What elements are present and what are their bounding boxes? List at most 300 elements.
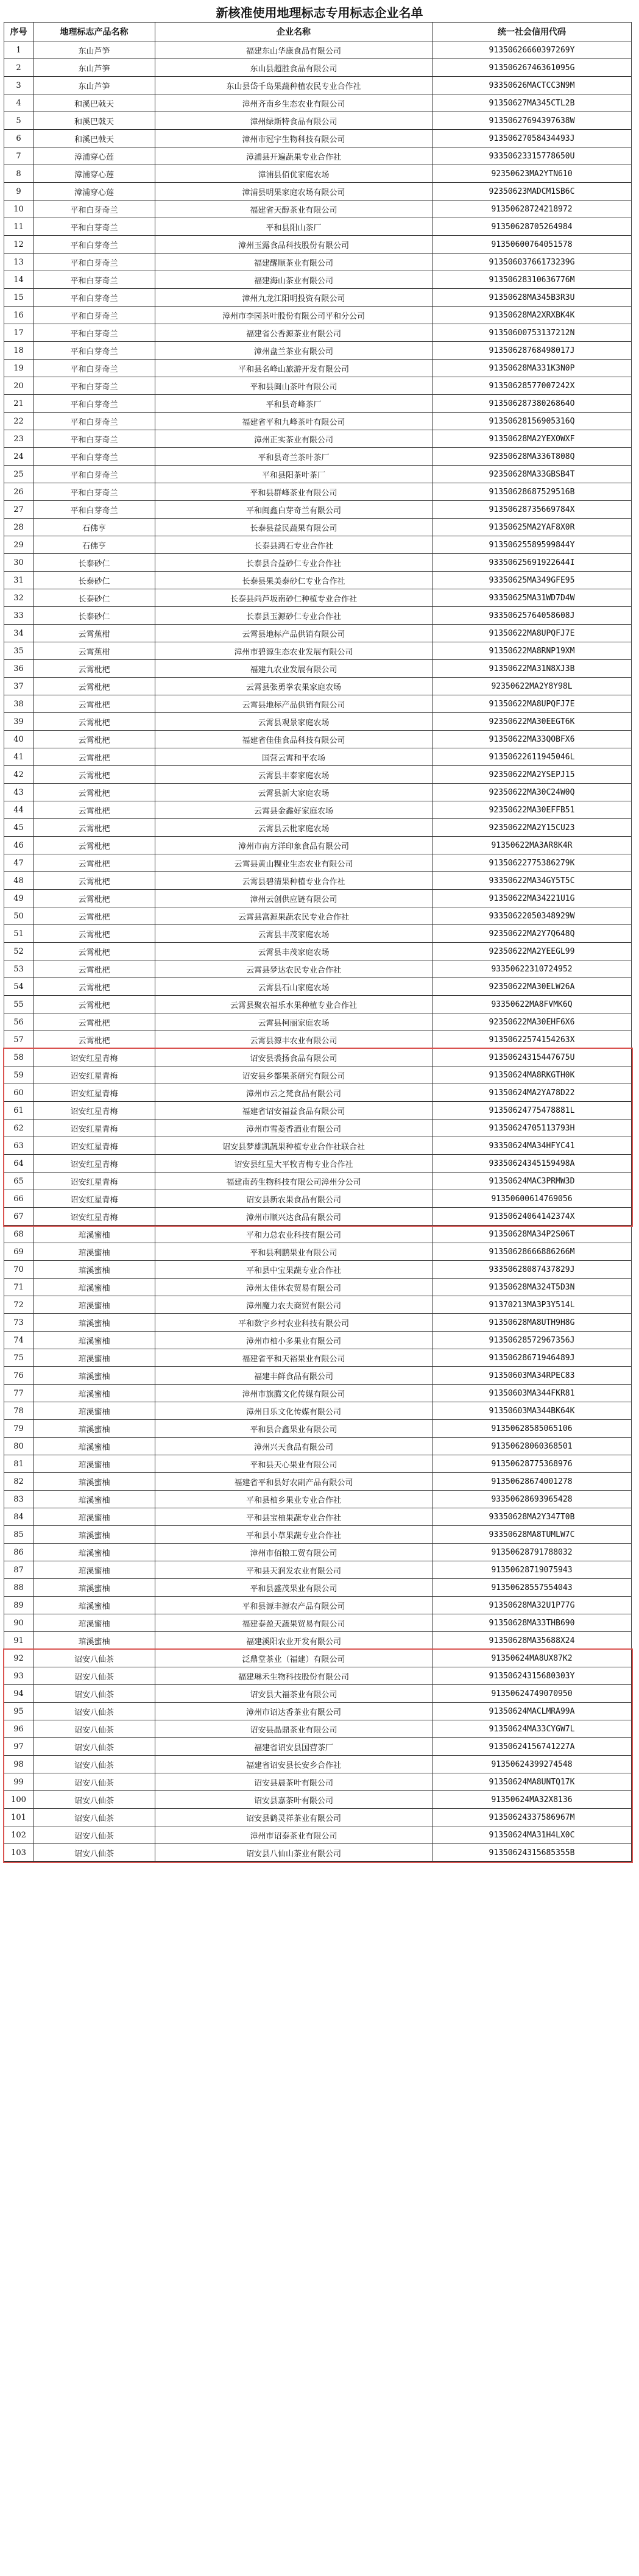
serial-cell: 32 [4, 589, 34, 607]
table-row [4, 483, 632, 501]
product-cell: 平和白芽奇兰 [34, 395, 155, 413]
credit-code-cell: 93350624MA34HFYC41 [432, 1137, 632, 1155]
credit-code-cell: 91350622574154263X [432, 1031, 632, 1049]
table-row [4, 395, 632, 413]
product-cell: 诏安红星青梅 [34, 1049, 155, 1066]
credit-code-cell: 91350624315685355B [432, 1844, 632, 1862]
enterprise-cell: 长泰县玉源砂仁专业合作社 [155, 607, 432, 625]
credit-code-cell: 93350628MA8TUMLW7C [432, 1526, 632, 1544]
table-row [4, 501, 632, 519]
credit-code-cell: 92350622MA30C24W0Q [432, 784, 632, 801]
product-cell: 云霄枇杷 [34, 978, 155, 996]
serial-cell: 43 [4, 784, 34, 801]
header-serial: 序号 [4, 23, 34, 41]
serial-cell: 63 [4, 1137, 34, 1155]
product-cell: 琯溪蜜柚 [34, 1508, 155, 1526]
product-cell: 琯溪蜜柚 [34, 1385, 155, 1402]
enterprise-cell: 福建九农业发展有限公司 [155, 660, 432, 678]
product-cell: 云霄枇杷 [34, 943, 155, 960]
credit-code-cell: 92350622MA2Y7Q648Q [432, 925, 632, 943]
credit-code-cell: 91350624315680303Y [432, 1667, 632, 1685]
enterprise-cell: 诏安县嘉茶叶有限公司 [155, 1791, 432, 1809]
credit-code-cell: 91350628585065106 [432, 1420, 632, 1438]
product-cell: 平和白芽奇兰 [34, 413, 155, 430]
credit-code-cell: 91350628MA331K3N0P [432, 360, 632, 377]
serial-cell: 70 [4, 1261, 34, 1279]
credit-code-cell: 91350624337586967M [432, 1809, 632, 1826]
serial-cell: 28 [4, 519, 34, 536]
enterprise-cell: 福建泰盈天蔬果贸易有限公司 [155, 1614, 432, 1632]
credit-code-cell: 91350626746361095G [432, 59, 632, 77]
serial-cell: 81 [4, 1455, 34, 1473]
serial-cell: 46 [4, 837, 34, 854]
serial-cell: 71 [4, 1279, 34, 1296]
credit-code-cell: 91350625MA2YAF8X0R [432, 519, 632, 536]
enterprise-cell: 漳州齐南乡生态农业有限公司 [155, 94, 432, 112]
product-cell: 琯溪蜜柚 [34, 1349, 155, 1367]
table-row [4, 112, 632, 130]
product-cell: 诏安八仙茶 [34, 1826, 155, 1844]
table-row [4, 377, 632, 395]
credit-code-cell: 91350624MAC3PRMW3D [432, 1173, 632, 1190]
enterprise-cell: 福建省佳佳食品科技有限公司 [155, 731, 432, 748]
enterprise-cell: 福建海山茶业有限公司 [155, 271, 432, 289]
credit-code-cell: 91350628775368976 [432, 1455, 632, 1473]
serial-cell: 3 [4, 77, 34, 94]
enterprise-cell: 漳州市诏泰茶业有限公司 [155, 1826, 432, 1844]
table-row [4, 572, 632, 589]
credit-code-cell: 91350628MA324T5D3N [432, 1279, 632, 1296]
serial-cell: 10 [4, 200, 34, 218]
table-row [4, 607, 632, 625]
enterprise-cell: 云霄县新大家庭农场 [155, 784, 432, 801]
enterprise-cell: 诏安县八仙山茶业有限公司 [155, 1844, 432, 1862]
product-cell: 琯溪蜜柚 [34, 1243, 155, 1261]
product-cell: 平和白芽奇兰 [34, 360, 155, 377]
table-row [4, 1844, 632, 1862]
serial-cell: 65 [4, 1173, 34, 1190]
table-row [4, 837, 632, 854]
enterprise-cell: 漳州云创供应链有限公司 [155, 890, 432, 907]
product-cell: 平和白芽奇兰 [34, 501, 155, 519]
credit-code-cell: 91350622MA8UPQFJ7E [432, 625, 632, 642]
credit-code-cell: 91350622MA8RNP19XM [432, 642, 632, 660]
serial-cell: 16 [4, 307, 34, 324]
serial-cell: 55 [4, 996, 34, 1013]
product-cell: 云霄枇杷 [34, 1013, 155, 1031]
serial-cell: 57 [4, 1031, 34, 1049]
enterprise-cell: 长泰县鸿石专业合作社 [155, 536, 432, 554]
serial-cell: 2 [4, 59, 34, 77]
enterprise-cell: 漳浦县开遍蔬果专业合作社 [155, 147, 432, 165]
serial-cell: 36 [4, 660, 34, 678]
serial-cell: 33 [4, 607, 34, 625]
table-row [4, 41, 632, 59]
credit-code-cell: 91350627058434493J [432, 130, 632, 147]
table-row [4, 1332, 632, 1349]
credit-code-cell: 91350624MA8RKGTH0K [432, 1066, 632, 1084]
table-row [4, 748, 632, 766]
product-cell: 诏安八仙茶 [34, 1738, 155, 1756]
enterprise-cell: 平和力总农业科技有限公司 [155, 1226, 432, 1243]
product-cell: 诏安八仙茶 [34, 1720, 155, 1738]
table-row [4, 1791, 632, 1809]
serial-cell: 101 [4, 1809, 34, 1826]
serial-cell: 6 [4, 130, 34, 147]
credit-code-cell: 91350628671946489J [432, 1349, 632, 1367]
credit-code-cell: 91350603766173239G [432, 254, 632, 271]
enterprise-cell: 平和县合鑫果业有限公司 [155, 1420, 432, 1438]
serial-cell: 95 [4, 1703, 34, 1720]
credit-code-cell: 91350600753137212N [432, 324, 632, 342]
enterprise-cell: 福建东山华康食品有限公司 [155, 41, 432, 59]
enterprise-cell: 云霄县张勇拳农果家庭农场 [155, 678, 432, 695]
credit-code-cell: 91350628577007242X [432, 377, 632, 395]
serial-cell: 37 [4, 678, 34, 695]
enterprise-cell: 平和县宝柚果蔬专业合作社 [155, 1508, 432, 1526]
table-row [4, 183, 632, 200]
serial-cell: 73 [4, 1314, 34, 1332]
enterprise-cell: 诏安县晨茶叶有限公司 [155, 1773, 432, 1791]
table-row [4, 1102, 632, 1119]
serial-cell: 67 [4, 1208, 34, 1226]
enterprise-cell: 云霄县丰茂家庭农场 [155, 925, 432, 943]
product-cell: 和溪巴戟天 [34, 112, 155, 130]
product-cell: 云霄枇杷 [34, 837, 155, 854]
serial-cell: 98 [4, 1756, 34, 1773]
serial-cell: 61 [4, 1102, 34, 1119]
enterprise-cell: 福建南药生物科技有限公司漳州分公司 [155, 1173, 432, 1190]
enterprise-cell: 漳州盘兰茶业有限公司 [155, 342, 432, 360]
table-row [4, 448, 632, 466]
table-row [4, 1809, 632, 1826]
credit-code-cell: 93350622MA34GY5T5C [432, 872, 632, 890]
serial-cell: 4 [4, 94, 34, 112]
serial-cell: 51 [4, 925, 34, 943]
product-cell: 琯溪蜜柚 [34, 1491, 155, 1508]
serial-cell: 58 [4, 1049, 34, 1066]
enterprise-cell: 漳浦县明果家庭农场有限公司 [155, 183, 432, 200]
enterprise-cell: 福建省平和天裕果业有限公司 [155, 1349, 432, 1367]
serial-cell: 80 [4, 1438, 34, 1455]
table-row [4, 1544, 632, 1561]
credit-code-cell: 91350600614769056 [432, 1190, 632, 1208]
table-row [4, 1119, 632, 1137]
table-row [4, 1208, 632, 1226]
credit-code-cell: 91350624MA31H4LX0C [432, 1826, 632, 1844]
table-row [4, 1632, 632, 1650]
serial-cell: 19 [4, 360, 34, 377]
product-cell: 和溪巴戟天 [34, 94, 155, 112]
credit-code-cell: 91350628768498017J [432, 342, 632, 360]
enterprise-cell: 云霄县地标产品供销有限公司 [155, 695, 432, 713]
product-cell: 平和白芽奇兰 [34, 377, 155, 395]
enterprise-cell: 长泰县果美泰砂仁专业合作社 [155, 572, 432, 589]
credit-code-cell: 91350603MA344BK64K [432, 1402, 632, 1420]
table-row [4, 1385, 632, 1402]
serial-cell: 77 [4, 1385, 34, 1402]
credit-code-cell: 93350622050348929W [432, 907, 632, 925]
serial-cell: 53 [4, 960, 34, 978]
product-cell: 平和白芽奇兰 [34, 448, 155, 466]
serial-cell: 103 [4, 1844, 34, 1862]
product-cell: 长泰砂仁 [34, 572, 155, 589]
table-row [4, 766, 632, 784]
serial-cell: 30 [4, 554, 34, 572]
credit-code-cell: 91350625589599844Y [432, 536, 632, 554]
product-cell: 琯溪蜜柚 [34, 1544, 155, 1561]
enterprise-cell: 漳州市顺兴达食品有限公司 [155, 1208, 432, 1226]
product-cell: 平和白芽奇兰 [34, 307, 155, 324]
enterprise-cell: 诏安县鹤灵祥茶业有限公司 [155, 1809, 432, 1826]
serial-cell: 27 [4, 501, 34, 519]
serial-cell: 62 [4, 1119, 34, 1137]
credit-code-cell: 92350622MA2Y8Y98L [432, 678, 632, 695]
product-cell: 诏安八仙茶 [34, 1791, 155, 1809]
enterprise-cell: 东山县超胜食品有限公司 [155, 59, 432, 77]
product-cell: 云霄枇杷 [34, 996, 155, 1013]
product-cell: 云霄枇杷 [34, 678, 155, 695]
credit-code-cell: 93350622MA8FVMK6Q [432, 996, 632, 1013]
enterprise-cell: 云霄县金鑫好家庭农场 [155, 801, 432, 819]
table-row [4, 1579, 632, 1597]
enterprise-table [4, 22, 632, 1862]
product-cell: 平和白芽奇兰 [34, 218, 155, 236]
enterprise-cell: 平和县盛茂果业有限公司 [155, 1579, 432, 1597]
product-cell: 云霄枇杷 [34, 854, 155, 872]
enterprise-cell: 漳州魔力农夫商贸有限公司 [155, 1296, 432, 1314]
credit-code-cell: 91350624705113793H [432, 1119, 632, 1137]
enterprise-cell: 福建省平和县好农副产品有限公司 [155, 1473, 432, 1491]
product-cell: 长泰砂仁 [34, 589, 155, 607]
table-row [4, 1190, 632, 1208]
credit-code-cell: 91350627694397638W [432, 112, 632, 130]
header-row [4, 23, 632, 41]
credit-code-cell: 92350622MA2Y15CU23 [432, 819, 632, 837]
serial-cell: 42 [4, 766, 34, 784]
credit-code-cell: 91350624MA8UNTQ17K [432, 1773, 632, 1791]
enterprise-cell: 漳州九龙江阳明投资有限公司 [155, 289, 432, 307]
header-product: 地理标志产品名称 [34, 23, 155, 41]
table-row [4, 1155, 632, 1173]
table-row [4, 254, 632, 271]
product-cell: 琯溪蜜柚 [34, 1526, 155, 1544]
enterprise-cell: 漳州绿斯特食品有限公司 [155, 112, 432, 130]
table-row [4, 59, 632, 77]
product-cell: 云霄蕉柑 [34, 625, 155, 642]
credit-code-cell: 93350624345159498A [432, 1155, 632, 1173]
serial-cell: 1 [4, 41, 34, 59]
serial-cell: 29 [4, 536, 34, 554]
enterprise-cell: 漳州市旗腾文化传媒有限公司 [155, 1385, 432, 1402]
product-cell: 诏安八仙茶 [34, 1773, 155, 1791]
serial-cell: 40 [4, 731, 34, 748]
serial-cell: 78 [4, 1402, 34, 1420]
enterprise-cell: 平和县小草果蔬专业合作社 [155, 1526, 432, 1544]
credit-code-cell: 91350628674001278 [432, 1473, 632, 1491]
product-cell: 诏安八仙茶 [34, 1685, 155, 1703]
credit-code-cell: 91350628310636776M [432, 271, 632, 289]
credit-code-cell: 91350603MA34RPEC83 [432, 1367, 632, 1385]
table-row [4, 1491, 632, 1508]
enterprise-cell: 诏安县晶鼎茶业有限公司 [155, 1720, 432, 1738]
table-row [4, 1226, 632, 1243]
credit-code-cell: 91350628156905316Q [432, 413, 632, 430]
serial-cell: 64 [4, 1155, 34, 1173]
enterprise-cell: 漳州市南方洋印象食品有限公司 [155, 837, 432, 854]
product-cell: 云霄枇杷 [34, 960, 155, 978]
table-row [4, 1561, 632, 1579]
product-cell: 诏安红星青梅 [34, 1102, 155, 1119]
product-cell: 诏安红星青梅 [34, 1084, 155, 1102]
table-row [4, 1031, 632, 1049]
enterprise-cell: 平和县名峰山旅游开发有限公司 [155, 360, 432, 377]
enterprise-cell: 平和县阳山茶厂 [155, 218, 432, 236]
serial-cell: 5 [4, 112, 34, 130]
credit-code-cell: 92350622MA30ELW26A [432, 978, 632, 996]
enterprise-cell: 平和县天心果业有限公司 [155, 1455, 432, 1473]
credit-code-cell: 91350628060368501 [432, 1438, 632, 1455]
credit-code-cell: 91350624064142374X [432, 1208, 632, 1226]
table-row [4, 1137, 632, 1155]
product-cell: 琯溪蜜柚 [34, 1614, 155, 1632]
enterprise-cell: 云霄县观景家庭农场 [155, 713, 432, 731]
credit-code-cell: 91350628MA32U1P77G [432, 1597, 632, 1614]
serial-cell: 38 [4, 695, 34, 713]
table-row [4, 1279, 632, 1296]
serial-cell: 12 [4, 236, 34, 254]
table-row [4, 77, 632, 94]
enterprise-cell: 漳州市冠宇生物科技有限公司 [155, 130, 432, 147]
product-cell: 云霄枇杷 [34, 766, 155, 784]
credit-code-cell: 91350628719075943 [432, 1561, 632, 1579]
serial-cell: 82 [4, 1473, 34, 1491]
serial-cell: 69 [4, 1243, 34, 1261]
table-row [4, 1049, 632, 1066]
enterprise-cell: 云霄县源丰农业有限公司 [155, 1031, 432, 1049]
table-row [4, 307, 632, 324]
product-cell: 云霄枇杷 [34, 748, 155, 766]
credit-code-cell: 91350627MA345CTL2B [432, 94, 632, 112]
serial-cell: 17 [4, 324, 34, 342]
serial-cell: 94 [4, 1685, 34, 1703]
table-row [4, 1473, 632, 1491]
enterprise-cell: 平和县天润发农业有限公司 [155, 1561, 432, 1579]
product-cell: 诏安八仙茶 [34, 1650, 155, 1667]
credit-code-cell: 91350624775478881L [432, 1102, 632, 1119]
product-cell: 平和白芽奇兰 [34, 342, 155, 360]
serial-cell: 45 [4, 819, 34, 837]
serial-cell: 88 [4, 1579, 34, 1597]
table-row [4, 289, 632, 307]
product-cell: 漳浦穿心莲 [34, 147, 155, 165]
enterprise-cell: 漳州玉露食品科技股份有限公司 [155, 236, 432, 254]
credit-code-cell: 93350622310724952 [432, 960, 632, 978]
credit-code-cell: 91350624399274548 [432, 1756, 632, 1773]
credit-code-cell: 93350628MA2Y347T0B [432, 1508, 632, 1526]
credit-code-cell: 91350626660397269Y [432, 41, 632, 59]
table-row [4, 1261, 632, 1279]
credit-code-cell: 91350628687529516B [432, 483, 632, 501]
table-row [4, 1773, 632, 1791]
table-row [4, 236, 632, 254]
enterprise-cell: 平和县阳茶叶茶厂 [155, 466, 432, 483]
serial-cell: 66 [4, 1190, 34, 1208]
enterprise-cell: 云霄县黄山粿业生态农业有限公司 [155, 854, 432, 872]
credit-code-cell: 91350628MA345B3R3U [432, 289, 632, 307]
serial-cell: 25 [4, 466, 34, 483]
credit-code-cell: 91350628705264984 [432, 218, 632, 236]
serial-cell: 89 [4, 1597, 34, 1614]
product-cell: 诏安红星青梅 [34, 1155, 155, 1173]
credit-code-cell: 91370213MA3P3Y514L [432, 1296, 632, 1314]
enterprise-cell: 漳州太佳休农贸易有限公司 [155, 1279, 432, 1296]
serial-cell: 91 [4, 1632, 34, 1650]
product-cell: 云霄枇杷 [34, 890, 155, 907]
enterprise-cell: 诏安县红星大平牧青梅专业合作社 [155, 1155, 432, 1173]
enterprise-cell: 平和县群峰茶业有限公司 [155, 483, 432, 501]
table-row [4, 536, 632, 554]
product-cell: 平和白芽奇兰 [34, 254, 155, 271]
enterprise-cell: 平和县闽山茶叶有限公司 [155, 377, 432, 395]
enterprise-cell: 平和县奇兰茶叶茶厂 [155, 448, 432, 466]
enterprise-cell: 漳州市雪菱香酒业有限公司 [155, 1119, 432, 1137]
credit-code-cell: 91350600764051578 [432, 236, 632, 254]
product-cell: 诏安八仙茶 [34, 1756, 155, 1773]
serial-cell: 97 [4, 1738, 34, 1756]
enterprise-cell: 云霄县丰泰家庭农场 [155, 766, 432, 784]
table-row [4, 713, 632, 731]
enterprise-cell: 平和县柚乡果业专业合作社 [155, 1491, 432, 1508]
product-cell: 琯溪蜜柚 [34, 1226, 155, 1243]
table-row [4, 430, 632, 448]
document-title: 新核准使用地理标志专用标志企业名单 [216, 5, 423, 20]
credit-code-cell: 93350625691922644I [432, 554, 632, 572]
enterprise-cell: 长泰县尚芦坂南砂仁种植专业合作社 [155, 589, 432, 607]
product-cell: 云霄枇杷 [34, 819, 155, 837]
product-cell: 平和白芽奇兰 [34, 430, 155, 448]
serial-cell: 11 [4, 218, 34, 236]
serial-cell: 39 [4, 713, 34, 731]
table-row [4, 165, 632, 183]
serial-cell: 75 [4, 1349, 34, 1367]
table-row [4, 554, 632, 572]
table-row [4, 660, 632, 678]
serial-cell: 85 [4, 1526, 34, 1544]
serial-cell: 35 [4, 642, 34, 660]
table-row [4, 200, 632, 218]
product-cell: 云霄枇杷 [34, 1031, 155, 1049]
enterprise-cell: 漳州正实茶业有限公司 [155, 430, 432, 448]
serial-cell: 22 [4, 413, 34, 430]
enterprise-cell: 云霄县丰茂家庭农场 [155, 943, 432, 960]
product-cell: 琯溪蜜柚 [34, 1367, 155, 1385]
serial-cell: 79 [4, 1420, 34, 1438]
table-row [4, 960, 632, 978]
table-row [4, 1296, 632, 1314]
table-row [4, 1703, 632, 1720]
product-cell: 云霄蕉柑 [34, 642, 155, 660]
table-row [4, 943, 632, 960]
enterprise-cell: 漳州市柚小多果业有限公司 [155, 1332, 432, 1349]
product-cell: 琯溪蜜柚 [34, 1473, 155, 1491]
serial-cell: 56 [4, 1013, 34, 1031]
credit-code-cell: 91350628735669784X [432, 501, 632, 519]
credit-code-cell: 93350626MACTCC3N9M [432, 77, 632, 94]
credit-code-cell: 92350623MADCM1SB6C [432, 183, 632, 200]
serial-cell: 90 [4, 1614, 34, 1632]
product-cell: 诏安八仙茶 [34, 1844, 155, 1862]
